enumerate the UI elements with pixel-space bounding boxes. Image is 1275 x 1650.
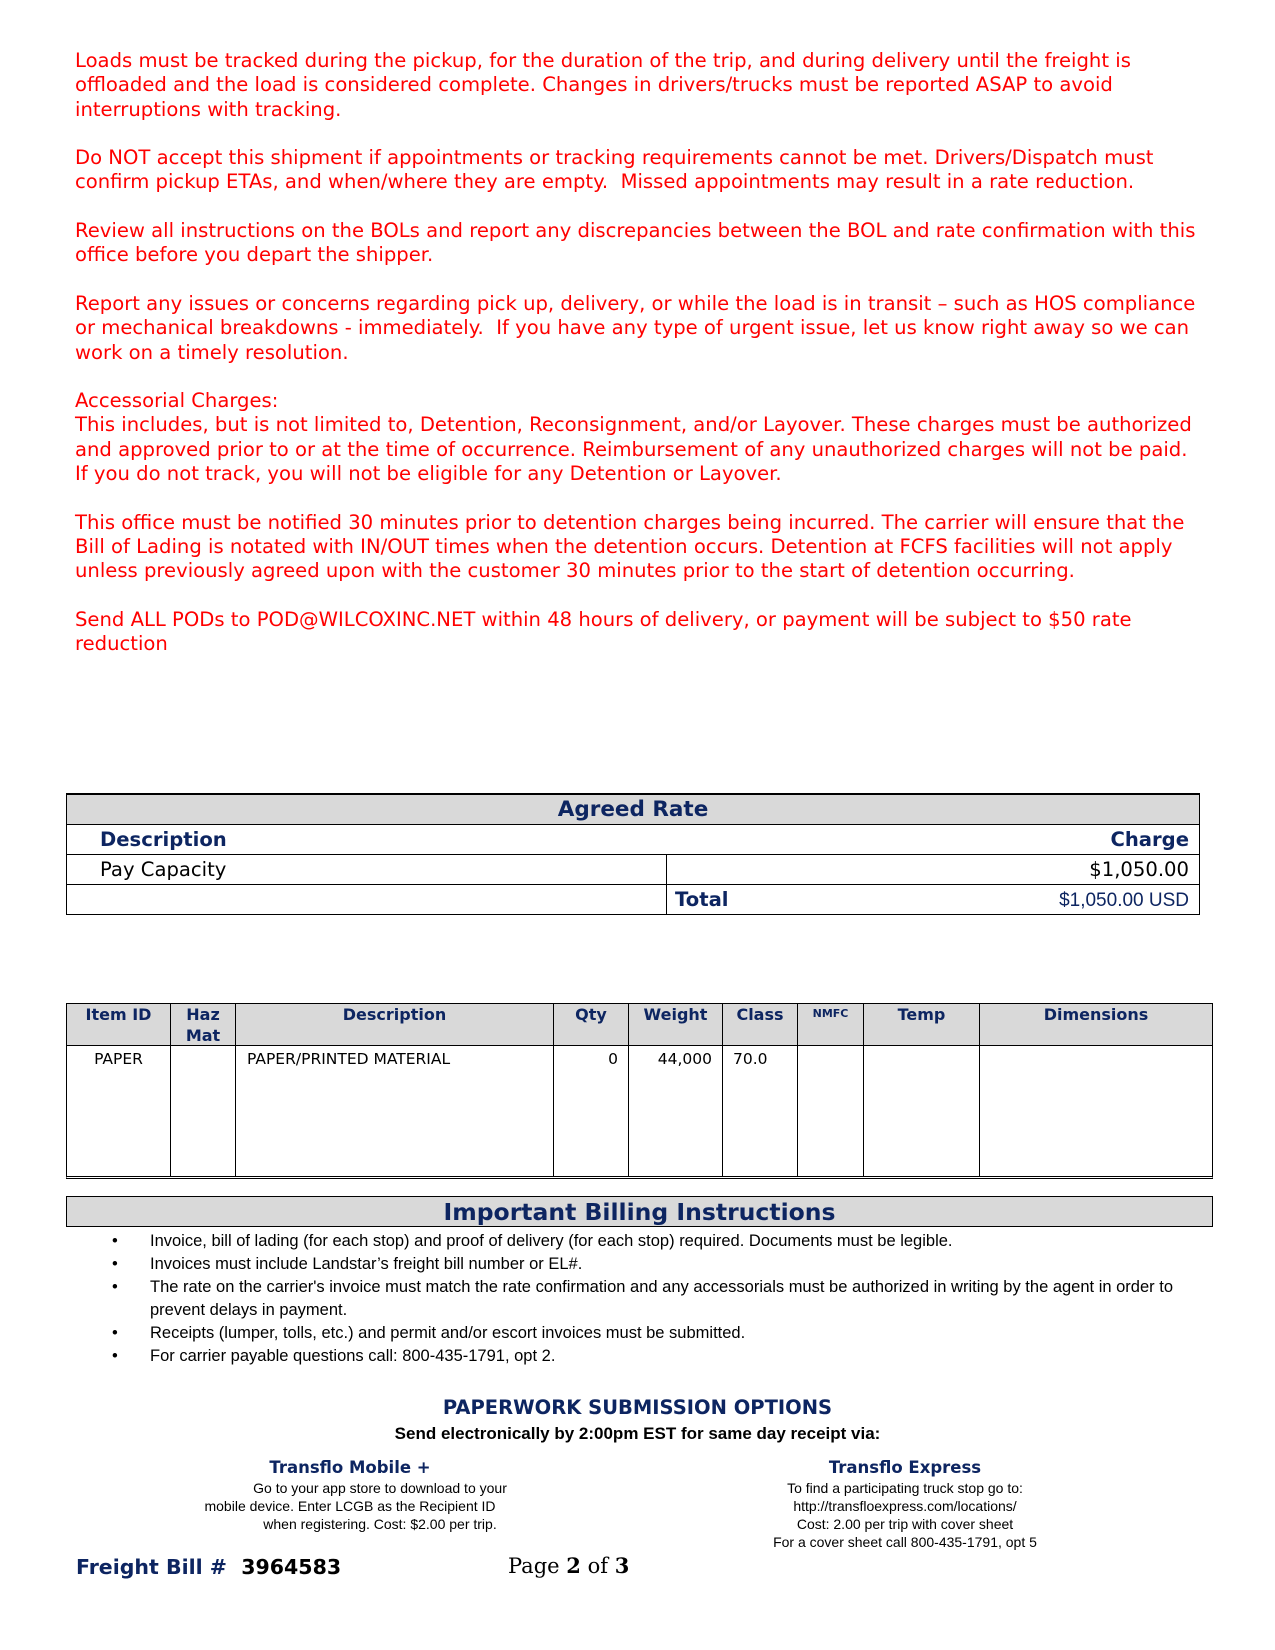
notice-accessorial: Accessorial Charges: This includes, but is not limited to, Detention, Reconsignment, and/or Layover. These charges must be authorized and approved prior to or at the time of occurrence. Reimbursement of any unauthorized charges will not be paid. If you do not track, you will not be eligible for any Detention or Layover.	[75, 389, 1192, 486]
transflo-express-option	[725, 1457, 1085, 1551]
agreed-rate-total-row	[67, 885, 1199, 914]
cell-description: PAPER/PRINTED MATERIAL	[247, 1050, 451, 1068]
rate-total-spacer	[67, 885, 667, 914]
transflo-express-line4: For a cover sheet call 800-435-1791, opt 5	[773, 1534, 1037, 1550]
col-nmfc	[798, 1004, 864, 1176]
page-total: 3	[614, 1553, 630, 1578]
rate-total-label: Total	[675, 888, 729, 911]
header-description: Description	[236, 1004, 553, 1046]
agreed-rate-header-row	[67, 825, 1199, 855]
paperwork-title: PAPERWORK SUBMISSION OPTIONS	[442, 1396, 833, 1419]
notice-appointments: Do NOT accept this shipment if appointments or tracking requirements cannot be met. Drivers/Dispatch must confirm pickup ETAs, and when/where they are empty. Missed appointments may result in a rate reduction.	[75, 146, 1160, 194]
freight-bill-label: Freight Bill #	[76, 1555, 227, 1579]
billing-list	[108, 1230, 1188, 1368]
transflo-mobile-line2: mobile device. Enter LCGB as the Recipient ID	[204, 1498, 496, 1514]
transflo-mobile-option	[170, 1457, 530, 1533]
paperwork-subtitle: Send electronically by 2:00pm EST for same day receipt via:	[394, 1424, 881, 1443]
cell-temp	[864, 1046, 979, 1049]
freight-bill-number	[76, 1555, 341, 1579]
header-item-id: Item ID	[67, 1004, 170, 1046]
billing-bullet: • Invoices must include Landstar’s freight bill number or EL#.	[108, 1253, 1188, 1276]
col-temp	[864, 1004, 980, 1176]
notice-bol-review: Review all instructions on the BOLs and report any discrepancies between the BOL and rate confirmation with this office before you depart the shipper.	[75, 219, 1202, 267]
billing-bullet: • Invoice, bill of lading (for each stop) and proof of delivery (for each stop) required. Documents must be legible.	[108, 1230, 1188, 1253]
transflo-express-title: Transflo Express	[828, 1458, 982, 1477]
transflo-express-line2: http://transfloexpress.com/locations/	[793, 1498, 1017, 1514]
rate-description-header: Description	[100, 828, 227, 851]
billing-bullet: • Receipts (lumper, tolls, etc.) and permit and/or escort invoices must be submitted.	[108, 1322, 1188, 1345]
rate-total-cell	[667, 885, 1199, 914]
bullet-icon: •	[112, 1278, 118, 1296]
cell-nmfc	[798, 1046, 863, 1049]
header-qty: Qty	[554, 1004, 628, 1046]
rate-total-value: $1,050.00 USD	[1059, 890, 1189, 911]
billing-title: Important Billing Instructions	[66, 1196, 1213, 1227]
header-haz-mat: Haz Mat	[171, 1004, 235, 1046]
bullet-icon: •	[112, 1324, 118, 1342]
header-temp: Temp	[864, 1004, 979, 1046]
bullet-icon: •	[112, 1232, 118, 1250]
bullet-icon: •	[112, 1347, 118, 1365]
notice-tracking: Loads must be tracked during the pickup, for the duration of the trip, and during delivery until the freight is offloaded and the load is considered complete. Changes in drivers/trucks must be reported ASAP to avoid interruptions with tracking.	[75, 49, 1138, 121]
cell-qty: 0	[608, 1050, 618, 1068]
col-description	[236, 1004, 554, 1176]
cell-dimensions	[980, 1046, 1212, 1049]
notice-issues: Report any issues or concerns regarding pick up, delivery, or while the load is in transit – such as HOS compliance or mechanical breakdowns - immediately. If you have any type of urgent issue, let us know right away so we can work on a timely resolution.	[75, 291, 1202, 364]
bullet-icon: •	[112, 1255, 118, 1273]
transflo-mobile-title: Transflo Mobile +	[269, 1458, 431, 1477]
page-current: 2	[566, 1553, 581, 1578]
rate-charge-header: Charge	[1110, 828, 1189, 851]
billing-bullet: • For carrier payable questions call: 800-435-1791, opt 2.	[108, 1345, 1188, 1368]
transflo-express-line1: To find a participating truck stop go to:	[787, 1480, 1023, 1496]
header-class: Class	[723, 1004, 797, 1046]
col-item-id	[67, 1004, 171, 1176]
header-nmfc: NMFC	[798, 1004, 863, 1046]
notice-detention: This office must be notified 30 minutes prior to detention charges being incurred. The carrier will ensure that the Bill of Lading is notated with IN/OUT times when the detention occurs. Detention at FCFS facilities will not apply unless previously agreed upon with the customer 30 minutes prior to the start of detention occurring.	[75, 510, 1191, 583]
col-class	[723, 1004, 798, 1176]
rate-line-charge: $1,050.00	[1089, 858, 1189, 881]
items-table	[66, 1003, 1213, 1179]
col-weight	[629, 1004, 723, 1176]
billing-bullet: • The rate on the carrier's invoice must match the rate confirmation and any accessorials must be authorized in writing by the agent in order to prevent delays in payment.	[112, 1278, 1173, 1319]
agreed-rate-title: Agreed Rate	[67, 795, 1199, 825]
col-qty	[554, 1004, 629, 1176]
cell-item-id: PAPER	[94, 1050, 143, 1068]
rate-line-description: Pay Capacity	[67, 855, 667, 884]
cell-class: 70.0	[733, 1050, 768, 1068]
page-indicator: Page 2 of 3	[508, 1553, 630, 1578]
transflo-mobile-line3: when registering. Cost: $2.00 per trip.	[263, 1516, 497, 1532]
agreed-rate-line	[67, 855, 1199, 885]
header-weight: Weight	[629, 1004, 722, 1046]
notice-pod: Send ALL PODs to POD@WILCOXINC.NET within 48 hours of delivery, or payment will be subject to $50 rate reduction	[75, 607, 1138, 656]
freight-bill-value: 3964583	[241, 1555, 342, 1579]
col-dimensions	[980, 1004, 1212, 1176]
col-haz-mat	[171, 1004, 236, 1176]
transflo-mobile-line1: Go to your app store to download to your	[253, 1480, 507, 1496]
header-dimensions: Dimensions	[980, 1004, 1212, 1046]
cell-weight: 44,000	[657, 1050, 712, 1068]
cell-haz-mat	[171, 1046, 235, 1049]
carrier-notice	[75, 49, 1205, 681]
agreed-rate-table	[66, 793, 1200, 915]
transflo-express-line3: Cost: 2.00 per trip with cover sheet	[796, 1516, 1014, 1532]
